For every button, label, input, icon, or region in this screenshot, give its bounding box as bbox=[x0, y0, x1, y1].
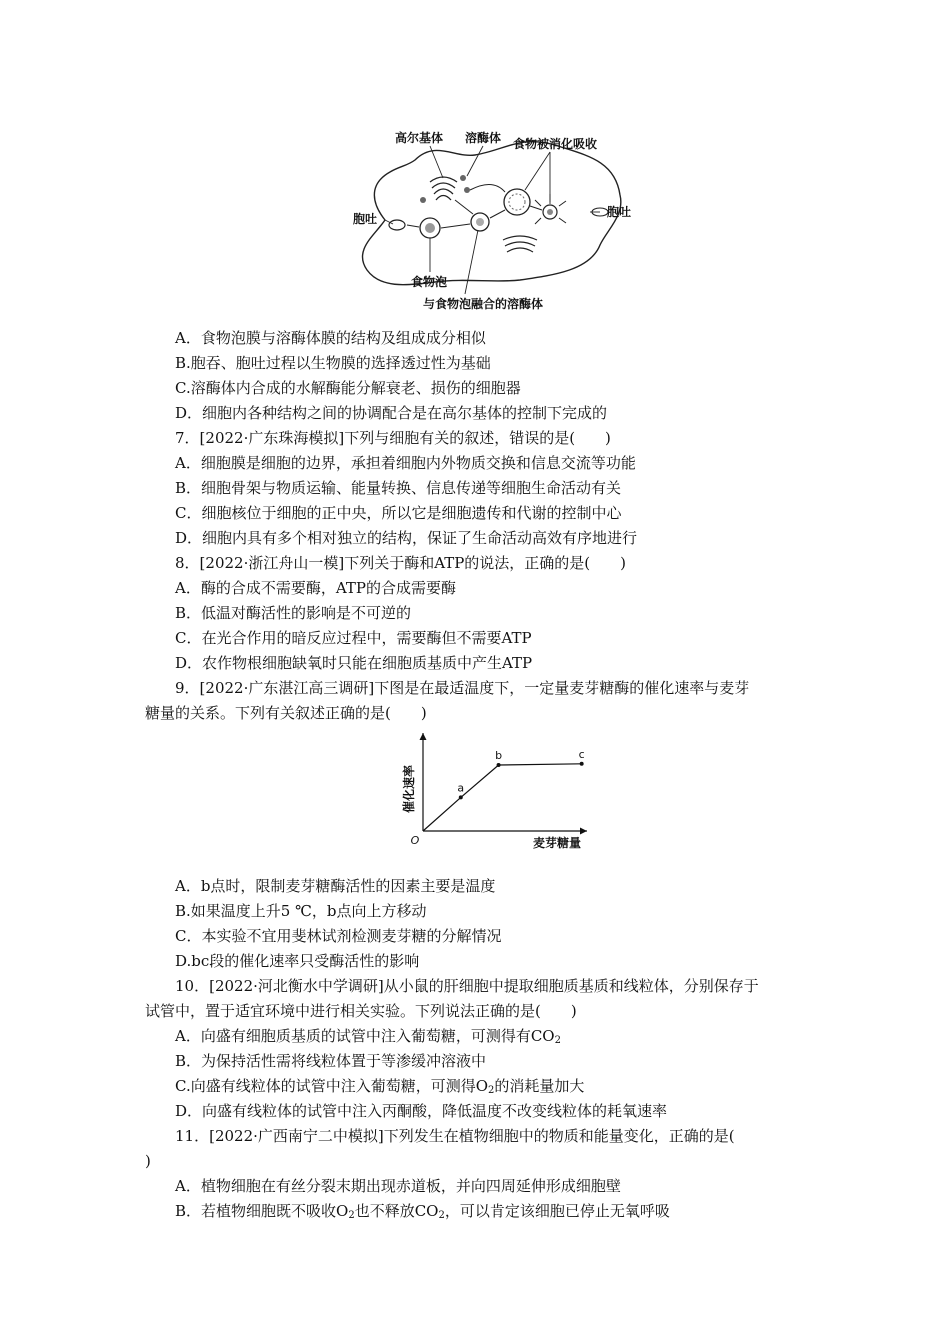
q10-option-a: A．向盛有细胞质基质的试管中注入葡萄糖，可测得有$CO_2$ bbox=[175, 1027, 561, 1046]
q6-option-c: C.溶酶体内合成的水解酶能分解衰老、损伤的细胞器 bbox=[175, 379, 521, 397]
vesicle bbox=[460, 175, 466, 181]
q9-stem-line1: 9．[2022·广东湛江高三调研]下图是在最适温度下，一定量麦芽糖酶的催化速率与麦芽 bbox=[175, 679, 750, 697]
label-phago-in: 胞吐 bbox=[353, 212, 378, 226]
q10-stem-line1: 10．[2022·河北衡水中学调研]从小鼠的肝细胞中提取细胞质基质和线粒体，分别保存于 bbox=[175, 977, 759, 995]
point-label-c: c bbox=[578, 747, 585, 761]
x-axis-label: 麦芽糖量 bbox=[532, 836, 581, 850]
q7-option-a: A．细胞膜是细胞的边界，承担着细胞内外物质交换和信息交流等功能 bbox=[175, 454, 636, 472]
q8-option-a: A．酶的合成不需要酶，ATP的合成需要酶 bbox=[175, 579, 456, 597]
data-point-a bbox=[459, 795, 463, 799]
golgi-stack bbox=[430, 177, 457, 200]
q10-option-c: C.向盛有线粒体的试管中注入葡萄糖，可测得$O_2$的消耗量加大 bbox=[175, 1077, 585, 1096]
q9-option-b: B.如果温度上升5 ℃，b点向上方移动 bbox=[175, 902, 427, 920]
q8-option-d: D．农作物根细胞缺氧时只能在细胞质基质中产生ATP bbox=[175, 654, 533, 672]
point-label-a: a bbox=[457, 781, 465, 795]
label-phago-out: 胞吐 bbox=[607, 205, 632, 219]
q11-stem-line1: 11．[2022·广西南宁二中模拟]下列发生在植物细胞中的物质和能量变化，正确的是( bbox=[175, 1127, 735, 1145]
cell-diagram bbox=[345, 120, 645, 315]
q7-option-c: C．细胞核位于细胞的正中央，所以它是细胞遗传和代谢的控制中心 bbox=[175, 504, 622, 522]
data-point-c bbox=[580, 762, 584, 766]
data-point-b bbox=[497, 763, 501, 767]
series-line bbox=[423, 764, 582, 831]
origin-label: O bbox=[410, 834, 420, 847]
q8-option-b: B．低温对酶活性的影响是不可逆的 bbox=[175, 604, 412, 622]
point-label-b: b bbox=[495, 749, 503, 762]
rate-chart bbox=[395, 727, 595, 855]
leader-lines bbox=[385, 146, 600, 294]
q6-option-b: B.胞吞、胞吐过程以生物膜的选择透过性为基础 bbox=[175, 354, 491, 372]
q9-option-d: D.bc段的催化速率只受酶活性的影响 bbox=[175, 952, 420, 970]
q11-stem-line2: ) bbox=[145, 1152, 151, 1170]
q10-option-b: B．为保持活性需将线粒体置于等渗缓冲溶液中 bbox=[175, 1052, 487, 1070]
q11-option-a: A．植物细胞在有丝分裂末期出现赤道板，并向四周延伸形成细胞壁 bbox=[175, 1177, 621, 1195]
digesting-vacuole bbox=[504, 189, 530, 215]
flow-arrows bbox=[407, 184, 542, 228]
q10-stem-line2: 试管中，置于适宜环境中进行相关实验。下列说法正确的是( ) bbox=[145, 1002, 577, 1020]
engulfing-particle bbox=[389, 220, 405, 230]
label-lysosome: 溶酶体 bbox=[465, 131, 502, 145]
q7-stem: 7．[2022·广东珠海模拟]下列与细胞有关的叙述，错误的是( ) bbox=[175, 429, 611, 447]
er-stack bbox=[503, 236, 537, 252]
vesicle bbox=[464, 187, 470, 193]
q8-stem: 8．[2022·浙江舟山一模]下列关于酶和ATP的说法，正确的是( ) bbox=[175, 554, 627, 572]
label-food-vacuole: 食物泡 bbox=[411, 275, 448, 289]
q9-option-a: A．b点时，限制麦芽糖酶活性的因素主要是温度 bbox=[175, 877, 496, 895]
q6-option-a: A．食物泡膜与溶酶体膜的结构及组成成分相似 bbox=[175, 329, 486, 347]
label-digest: 食物被消化吸收 bbox=[513, 137, 598, 151]
q9-option-c: C．本实验不宜用斐林试剂检测麦芽糖的分解情况 bbox=[175, 927, 502, 945]
cell-outline bbox=[362, 142, 620, 285]
q11-option-b: B．若植物细胞既不吸收$O_2$也不释放$CO_2$，可以肯定该细胞已停止无氧呼吸 bbox=[175, 1202, 670, 1221]
q6-option-d: D．细胞内各种结构之间的协调配合是在高尔基体的控制下完成的 bbox=[175, 404, 608, 422]
q9-stem-line2: 糖量的关系。下列有关叙述正确的是( ) bbox=[145, 704, 427, 722]
y-axis-label: 催化速率 bbox=[402, 764, 416, 814]
q7-option-d: D．细胞内具有多个相对独立的结构，保证了生命活动高效有序地进行 bbox=[175, 529, 638, 547]
q10-option-d: D．向盛有线粒体的试管中注入丙酮酸，降低温度不改变线粒体的耗氧速率 bbox=[175, 1102, 668, 1120]
label-fused-lysosome: 与食物泡融合的溶酶体 bbox=[423, 297, 544, 311]
vesicle bbox=[420, 197, 426, 203]
q8-option-c: C．在光合作用的暗反应过程中，需要酶但不需要ATP bbox=[175, 629, 532, 647]
label-golgi: 高尔基体 bbox=[395, 131, 444, 145]
q7-option-b: B．细胞骨架与物质运输、能量转换、信息传递等细胞生命活动有关 bbox=[175, 479, 622, 497]
